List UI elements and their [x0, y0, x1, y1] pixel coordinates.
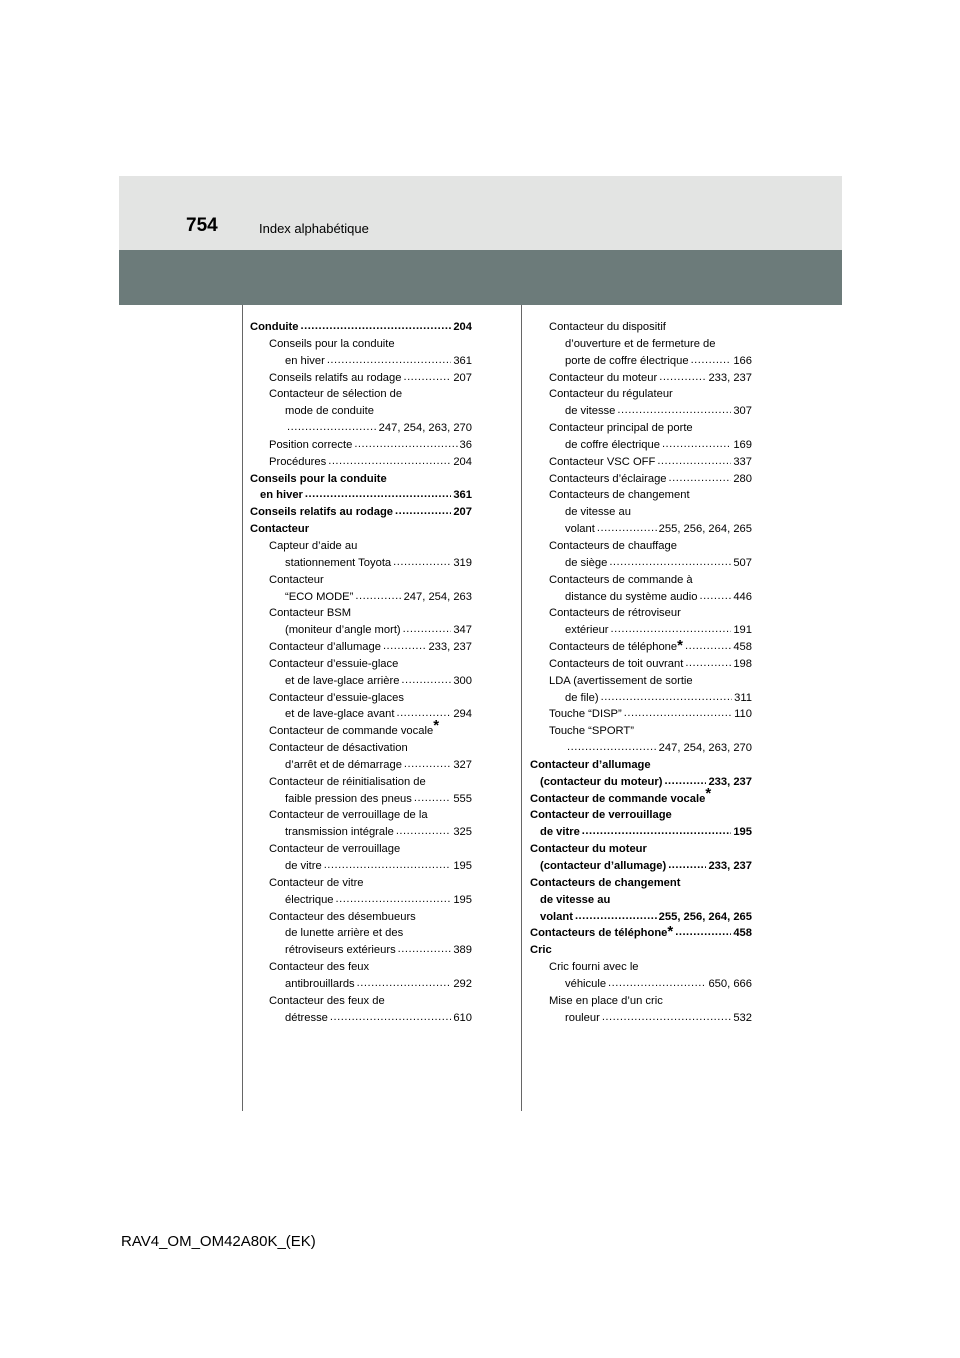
footnote-star: *	[433, 717, 440, 735]
index-column-right	[530, 319, 752, 1026]
page-reference: 191	[733, 624, 752, 637]
index-entry	[250, 639, 472, 656]
index-heading	[250, 521, 472, 538]
dot-leader	[330, 1009, 451, 1026]
index-heading	[250, 656, 472, 673]
index-heading	[250, 386, 472, 403]
page-reference: 337	[733, 455, 752, 468]
index-term: Position correcte	[269, 438, 353, 451]
dot-leader	[609, 554, 731, 571]
dot-leader	[403, 369, 451, 386]
index-term: Contacteur de réinitialisation de	[269, 775, 426, 788]
index-entry	[250, 420, 472, 437]
index-term: Contacteur d’allumage	[269, 641, 381, 654]
index-term: Contacteur des désembueurs	[269, 910, 416, 923]
index-term: Touche “SPORT”	[549, 725, 634, 738]
page-reference: 610	[453, 1011, 472, 1024]
index-entry	[530, 521, 752, 538]
page-reference: 169	[733, 438, 752, 451]
page-reference: 166	[733, 354, 752, 367]
section-title: Index alphabétique	[259, 221, 369, 236]
page-reference: 458	[733, 927, 752, 940]
index-term: Conseils pour la conduite	[250, 472, 387, 485]
index-term: Contacteur de vitre	[269, 876, 364, 889]
index-term: Contacteurs de téléphone	[549, 641, 678, 654]
dot-leader	[355, 588, 401, 605]
index-term: Contacteurs de chauffage	[549, 539, 677, 552]
index-term: volant	[565, 523, 595, 536]
page-reference: 247, 254, 263, 270	[378, 422, 472, 435]
index-term: Contacteur principal de porte	[549, 422, 693, 435]
index-entry	[530, 437, 752, 454]
index-term: Conseils pour la conduite	[269, 337, 395, 350]
page-reference: 300	[453, 674, 472, 687]
index-heading	[250, 336, 472, 353]
index-term: Conseils relatifs au rodage	[250, 506, 393, 519]
index-heading	[530, 807, 752, 824]
index-heading	[530, 959, 752, 976]
index-term: de file)	[565, 691, 599, 704]
index-heading	[530, 784, 752, 808]
index-term: Contacteur du régulateur	[549, 388, 673, 401]
index-heading	[250, 572, 472, 589]
index-term: Contacteur du dispositif	[549, 321, 666, 333]
dot-leader	[691, 352, 732, 369]
index-term: Contacteur	[269, 573, 324, 586]
index-term: en hiver	[260, 489, 303, 502]
index-entry	[530, 858, 752, 875]
dot-leader	[659, 369, 706, 386]
page-reference: 280	[733, 472, 752, 485]
page-number: 754	[186, 215, 218, 236]
index-heading	[250, 740, 472, 757]
index-entry	[530, 589, 752, 606]
index-heading	[530, 538, 752, 555]
dot-leader	[567, 739, 657, 756]
index-heading	[250, 471, 472, 488]
index-term: de vitre	[285, 860, 322, 872]
index-term: Procédures	[269, 455, 327, 468]
index-entry	[250, 319, 472, 336]
page-reference: 204	[453, 455, 472, 468]
index-term: Contacteur d’essuie-glace	[269, 657, 399, 670]
index-term: Contacteur de commande vocale	[269, 725, 434, 738]
index-heading	[530, 757, 752, 774]
index-heading	[530, 875, 752, 892]
dot-leader	[611, 621, 732, 638]
index-term: Contacteur	[250, 523, 310, 536]
page-reference: 233, 237	[428, 641, 472, 654]
index-heading	[530, 336, 752, 353]
index-column-left	[250, 319, 472, 1026]
index-term: porte de coffre électrique	[565, 354, 689, 367]
index-heading	[250, 403, 472, 420]
dot-leader	[336, 891, 452, 908]
footnote-star: *	[705, 784, 712, 802]
index-heading	[250, 774, 472, 791]
page-reference: 311	[734, 691, 752, 704]
page-reference: 198	[733, 657, 752, 670]
index-entry	[530, 1010, 752, 1027]
index-term: Contacteurs d’éclairage	[549, 472, 667, 485]
dot-leader	[324, 857, 452, 874]
page-reference: 555	[453, 792, 472, 805]
page-reference: 233, 237	[708, 775, 752, 788]
page-reference: 195	[453, 860, 472, 872]
index-term: et de lave-glace avant	[285, 708, 395, 721]
index-term: Contacteur de verrouillage de la	[269, 809, 428, 822]
dot-leader	[624, 705, 732, 722]
index-term: Contacteur de sélection de	[269, 388, 403, 401]
index-entry	[250, 437, 472, 454]
index-heading	[250, 807, 472, 824]
index-entry	[250, 487, 472, 504]
index-entry	[250, 942, 472, 959]
page-reference: 195	[733, 826, 752, 839]
index-entry	[530, 690, 752, 707]
dot-leader	[582, 823, 732, 840]
dot-leader	[398, 941, 452, 958]
index-heading	[250, 909, 472, 926]
index-term: LDA (avertissement de sortie	[549, 674, 693, 687]
index-entry	[250, 824, 472, 841]
page-reference: 307	[733, 405, 752, 418]
index-entry	[250, 892, 472, 909]
dot-leader	[328, 453, 451, 470]
column-divider-left	[242, 305, 243, 1111]
index-entry	[530, 774, 752, 791]
index-term: (moniteur d’angle mort)	[285, 624, 401, 637]
index-term: antibrouillards	[285, 977, 355, 990]
index-entry	[250, 370, 472, 387]
index-heading	[530, 319, 752, 336]
page-reference: 207	[453, 371, 472, 384]
index-heading	[530, 487, 752, 504]
dot-leader	[668, 857, 706, 874]
index-heading	[530, 841, 752, 858]
index-term: Contacteur du moteur	[530, 843, 647, 856]
index-entry	[530, 555, 752, 572]
index-term: rétroviseurs extérieurs	[285, 944, 396, 957]
dot-leader	[662, 436, 731, 453]
index-term: Conseils relatifs au rodage	[269, 371, 402, 384]
index-term: détresse	[285, 1011, 328, 1024]
index-term: d’arrêt et de démarrage	[285, 758, 402, 771]
index-term: de vitesse au	[540, 893, 611, 906]
dot-leader	[575, 908, 657, 925]
index-term: Contacteur du moteur	[549, 371, 658, 384]
index-heading	[530, 504, 752, 521]
index-term: faible pression des pneus	[285, 792, 412, 805]
dot-leader	[617, 402, 731, 419]
index-term: Conduite	[250, 321, 299, 333]
index-entry	[250, 353, 472, 370]
index-entry	[530, 454, 752, 471]
dot-leader	[664, 773, 706, 790]
header-dark-bar	[119, 250, 842, 305]
index-entry	[250, 504, 472, 521]
index-term: (contacteur du moteur)	[540, 775, 663, 788]
page-reference: 233, 237	[708, 860, 752, 872]
page-reference: 650, 666	[708, 977, 752, 990]
page-reference: 110	[734, 708, 752, 721]
page-reference: 325	[453, 826, 472, 839]
page-reference: 195	[453, 893, 472, 906]
document-code: RAV4_OM_OM42A80K_(EK)	[121, 1233, 316, 1250]
index-entry	[530, 740, 752, 757]
dot-leader	[395, 503, 451, 520]
page-reference: 247, 254, 263, 270	[658, 742, 752, 755]
index-entry	[530, 622, 752, 639]
index-term: rouleur	[565, 1011, 600, 1024]
index-heading	[250, 538, 472, 555]
index-entry	[250, 555, 472, 572]
index-entry	[530, 656, 752, 673]
index-entry	[530, 353, 752, 370]
index-entry	[250, 757, 472, 774]
index-heading	[250, 717, 472, 740]
index-heading	[250, 925, 472, 942]
index-entry	[530, 403, 752, 420]
index-term: Contacteur VSC OFF	[549, 455, 656, 468]
index-term: Contacteurs de toit ouvrant	[549, 657, 684, 670]
page-reference: 446	[733, 590, 752, 603]
dot-leader	[403, 621, 452, 638]
index-term: d’ouverture et de fermeture de	[565, 337, 716, 350]
index-term: Contacteur des feux	[269, 961, 370, 974]
index-heading	[530, 723, 752, 740]
index-entry	[530, 976, 752, 993]
index-term: Contacteurs de commande à	[549, 573, 693, 586]
index-entry	[530, 370, 752, 387]
dot-leader	[300, 318, 451, 335]
index-term: Contacteurs de rétroviseur	[549, 607, 681, 620]
index-heading	[250, 841, 472, 858]
index-term: transmission intégrale	[285, 826, 394, 839]
index-entry	[250, 1010, 472, 1027]
index-term: Contacteur de désactivation	[269, 742, 408, 755]
index-heading	[250, 690, 472, 707]
index-entry	[250, 858, 472, 875]
index-term: mode de conduite	[285, 405, 374, 418]
index-entry	[250, 454, 472, 471]
column-divider-right	[521, 305, 522, 1111]
index-heading	[530, 572, 752, 589]
index-term: Cric	[530, 944, 552, 957]
index-term: stationnement Toyota	[285, 556, 392, 569]
index-term: électrique	[285, 893, 334, 906]
dot-leader	[327, 352, 452, 369]
index-heading	[530, 942, 752, 959]
index-term: “ECO MODE”	[285, 590, 354, 603]
dot-leader	[685, 655, 731, 672]
index-entry	[530, 909, 752, 926]
index-entry	[530, 706, 752, 723]
dot-leader	[354, 436, 457, 453]
page-reference: 294	[453, 708, 472, 721]
index-term: Contacteur d’essuie-glaces	[269, 691, 404, 704]
page-reference: 507	[733, 556, 752, 569]
index-term: (contacteur d’allumage)	[540, 860, 667, 872]
dot-leader	[401, 672, 451, 689]
page-reference: 319	[453, 556, 472, 569]
index-entry	[250, 976, 472, 993]
index-entry: Contacteurs de téléphone * ..... 458	[530, 639, 752, 656]
index-heading	[250, 875, 472, 892]
index-term: Contacteur des feux de	[269, 994, 385, 1007]
index-entry: Contacteurs de téléphone * ..... 458	[530, 925, 752, 942]
index-heading	[530, 386, 752, 403]
dot-leader	[597, 520, 657, 537]
index-heading	[530, 420, 752, 437]
index-entry	[250, 673, 472, 690]
index-term: de vitre	[540, 826, 580, 839]
index-term: en hiver	[285, 354, 325, 367]
index-term: de vitesse	[565, 405, 616, 418]
dot-leader	[657, 453, 731, 470]
index-heading	[530, 605, 752, 622]
dot-leader	[669, 470, 732, 487]
index-term: Capteur d’aide au	[269, 539, 358, 552]
index-term: Contacteur de commande vocale	[530, 792, 706, 805]
index-entry	[250, 622, 472, 639]
dot-leader	[396, 705, 451, 722]
index-heading	[530, 892, 752, 909]
index-entry	[530, 471, 752, 488]
page-reference: 233, 237	[708, 371, 752, 384]
page-reference: 458	[733, 641, 752, 654]
index-term: Cric fourni avec le	[549, 961, 639, 974]
dot-leader	[414, 790, 451, 807]
index-term: Contacteur BSM	[269, 607, 352, 620]
page-reference: 255, 256, 264, 265	[658, 910, 752, 923]
index-term: volant	[540, 910, 573, 923]
index-term: extérieur	[565, 624, 609, 637]
index-term: Contacteurs de changement	[549, 489, 690, 502]
index-term: véhicule	[565, 977, 607, 990]
page-reference: 247, 254, 263	[403, 590, 472, 603]
dot-leader	[393, 554, 451, 571]
index-term: Contacteur d’allumage	[530, 758, 651, 771]
index-heading	[250, 959, 472, 976]
page-reference: 207	[453, 506, 472, 519]
dot-leader	[601, 689, 733, 706]
page-reference: 292	[453, 977, 472, 990]
dot-leader	[675, 924, 731, 941]
page-reference: 361	[453, 489, 472, 502]
index-heading	[250, 993, 472, 1010]
dot-leader	[608, 975, 706, 992]
index-term: Contacteur de verrouillage	[269, 843, 401, 856]
index-term: de coffre électrique	[565, 438, 660, 451]
index-term: Contacteurs de changement	[530, 876, 681, 889]
page-reference: 204	[453, 321, 472, 333]
index-term: Touche “DISP”	[549, 708, 622, 721]
dot-leader	[685, 638, 731, 655]
dot-leader	[602, 1009, 732, 1026]
page-reference: 389	[453, 944, 472, 957]
index-heading	[530, 993, 752, 1010]
page-reference: 532	[733, 1011, 752, 1024]
index-term: Contacteur de verrouillage	[530, 809, 672, 822]
page-reference: 36	[459, 438, 472, 451]
dot-leader	[404, 756, 451, 773]
index-term: de siège	[565, 556, 608, 569]
page-reference: 361	[453, 354, 472, 367]
index-entry	[530, 824, 752, 841]
index-heading	[250, 605, 472, 622]
index-term: distance du système audio	[565, 590, 698, 603]
index-entry	[250, 791, 472, 808]
dot-leader	[305, 486, 451, 503]
index-entry	[250, 589, 472, 606]
index-term: et de lave-glace arrière	[285, 674, 400, 687]
index-term: Contacteurs de téléphone	[530, 927, 668, 940]
dot-leader	[383, 638, 426, 655]
index-term: de vitesse au	[565, 506, 631, 519]
dot-leader	[396, 823, 452, 840]
index-heading	[530, 673, 752, 690]
index-term: de lunette arrière et des	[285, 927, 404, 940]
index-term: Mise en place d’un cric	[549, 994, 663, 1007]
page-reference: 255, 256, 264, 265	[658, 523, 752, 536]
dot-leader	[699, 588, 731, 605]
dot-leader	[287, 419, 377, 436]
header-band	[119, 176, 842, 250]
page-reference: 327	[453, 758, 472, 771]
page-reference: 347	[453, 624, 472, 637]
dot-leader	[357, 975, 452, 992]
